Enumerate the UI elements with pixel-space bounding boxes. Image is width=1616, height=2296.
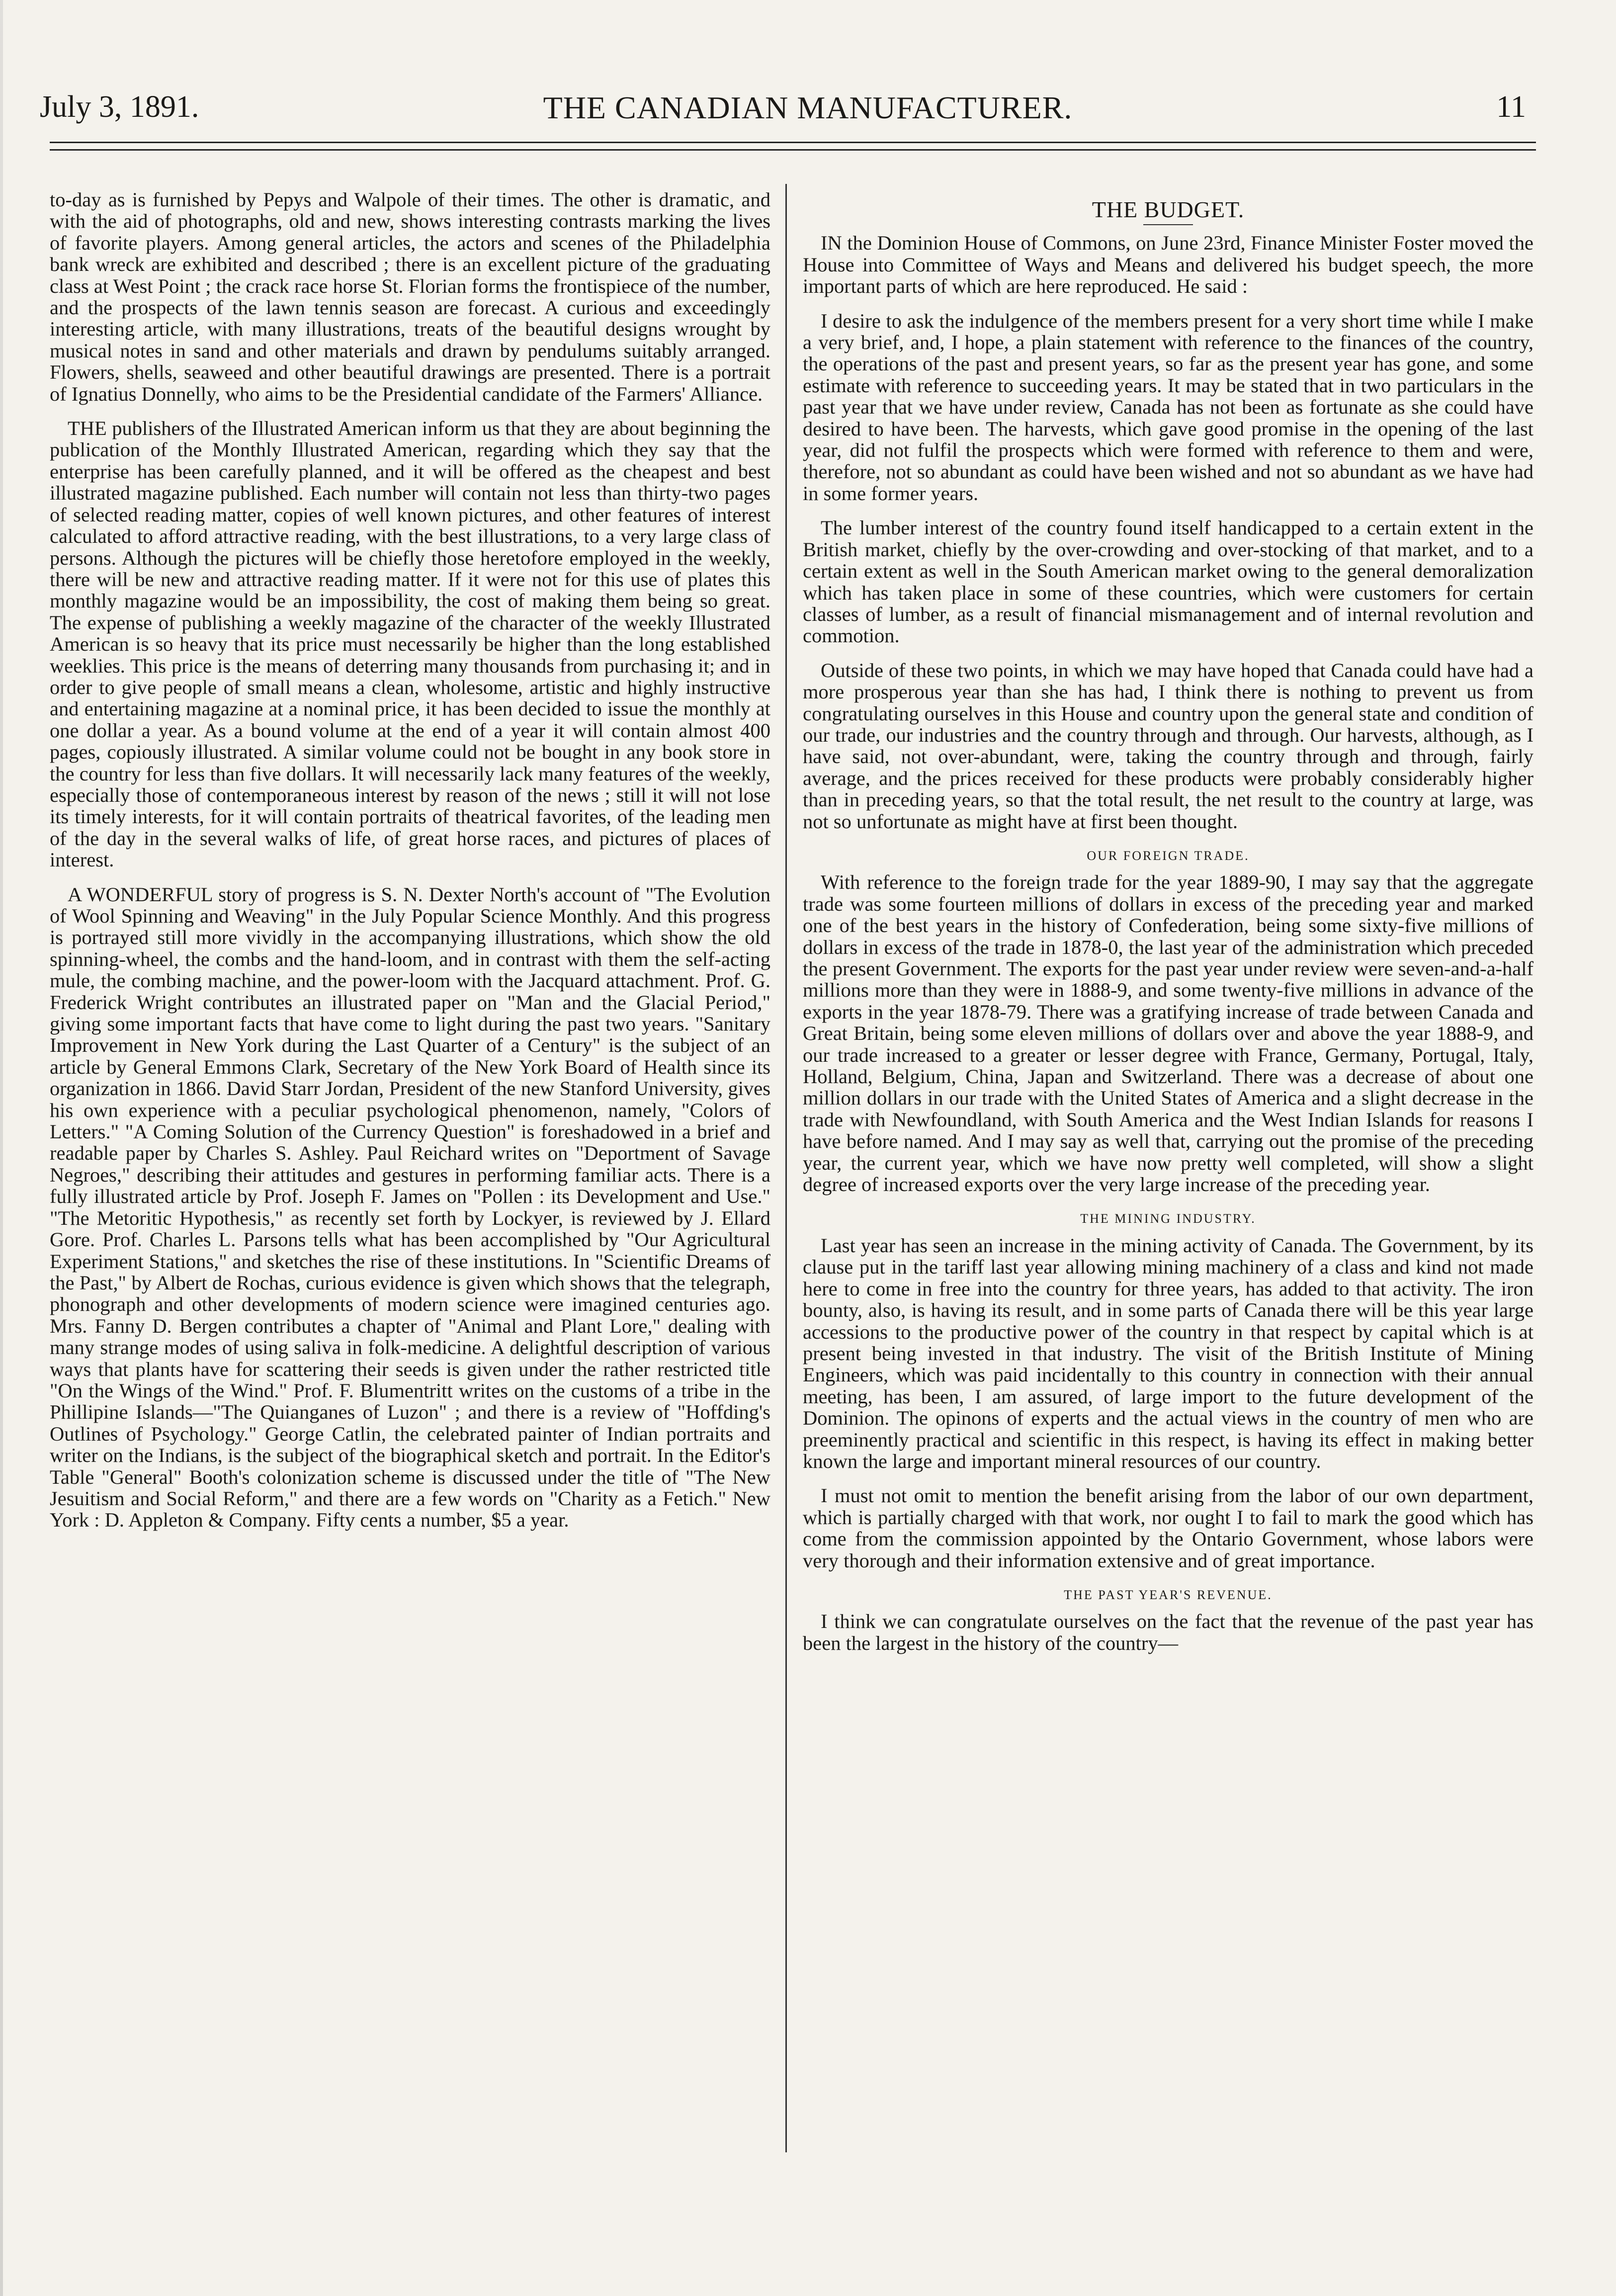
right-paragraph-5: With reference to the foreign trade for the year 1889-90, I may say that the aggregate trade was some fourteen millions of dollars in excess of the preceding year and marked one of the best years in the history of Confederation, being some sixty-five millions of dollars in excess of the trade in 1878-0, the last year of the administration which preceded the present Government. The exports for the past year under review were seven-and-a-half millions more than they were in 1888-9, and some twenty-five millions in advance of the exports in the year 1878-79. There was a gratifying increase of trade between Canada and Great Britain, being some eleven millions of dollars over and above the year 1888-9, and our trade increased to a greater or lesser degree with France, Germany, Portugal, Italy, Holland, Belgium, China, Japan and Switzerland. There was a decrease of about one million dollars in our trade with the United States of America and a slight decrease in the trade with Newfoundland, with South America and the West Indian Islands for reasons I have before named. And I may say as well that, carrying out the promise of the preceding year, the current year, which we have now pretty well completed, will show a slight degree of increased exports over the very large increase of the preceding year. <box>803 871 1533 1196</box>
column-divider <box>785 184 787 2152</box>
left-column <box>50 189 770 1544</box>
page-edge <box>0 0 3 2296</box>
issue-date: July 3, 1891. <box>40 90 199 124</box>
right-column <box>803 189 1533 1667</box>
article-heading: THE BUDGET. <box>1092 197 1245 222</box>
right-paragraph-7: I must not omit to mention the benefit arising from the labor of our own department, which is partially charged with that work, nor ought I to fail to mark the good which has come from the commission appointed by the Ontario Government, whose labors were very thorough and their information extensive and of great importance. <box>803 1484 1533 1572</box>
right-paragraph-2: I desire to ask the indulgence of the members present for a very short time while I make a very brief, and, I hope, a plain statement with reference to the finances of the country, the operations of the past and present years, so far as the present year has gone, and some estimate with reference to succeeding years. It may be stated that in two particulars in the past year that we have under review, Canada has not been as fortunate as she could have desired to have been. The harvests, which gave good promise in the opening of the last year, did not fulfil the prospects which were formed with reference to them and were, therefore, not so abundant as could have been wished and not so abundant as we have had in some former years. <box>803 309 1533 505</box>
page-number: 11 <box>1496 90 1526 124</box>
right-paragraph-8: I think we can congratulate ourselves on the fact that the revenue of the past year has been the largest in the history of the country— <box>803 1610 1533 1654</box>
subheading-mining-industry: THE MINING INDUSTRY. <box>1080 1211 1256 1226</box>
masthead <box>35 75 1581 134</box>
subheading-foreign-trade: OUR FOREIGN TRADE. <box>1087 848 1250 863</box>
heading-rule <box>1143 224 1193 225</box>
left-paragraph-3: A WONDERFUL story of progress is S. N. Dexter North's account of "The Evolution of Wool Spinning and Weaving" in the July Popular Science Monthly. And this progress is portrayed still more vividly in the accompanying illustrations, which show the old spinning-wheel, the combs and the hand-loom, and in contrast with them the self-acting mule, the combing machine, and the power-loom with the Jacquard attachment. Prof. G. Frederick Wright contributes an illustrated paper on "Man and the Glacial Period," giving some important facts that have come to light during the past two years. "Sanitary Improvement in New York during the Last Quarter of a Century" is the subject of an article by General Emmons Clark, Secretary of the New York Board of Health since its organization in 1866. David Starr Jordan, President of the new Stanford University, gives his own experience with a peculiar psychological phenomenon, namely, "Colors of Letters." "A Coming Solution of the Currency Question" is foreshadowed in a brief and readable paper by Charles S. Ashley. Paul Reichard writes on "Deportment of Savage Negroes," describing their attitudes and gestures in performing familiar acts. There is a fully illustrated article by Prof. Joseph F. James on "Pollen : its Development and Use." "The Metoritic Hypothesis," as recently set forth by Lockyer, is reviewed by J. Ellard Gore. Prof. Charles L. Parsons tells what has been accomplished by "Our Agricultural Experiment Stations," and sketches the rise of these institutions. In "Scientific Dreams of the Past," by Albert de Rochas, curious evidence is given which shows that the telegraph, phonograph and other developments of modern science were imagined centuries ago. Mrs. Fanny D. Bergen contributes a chapter of "Animal and Plant Lore," dealing with many strange modes of using saliva in folk-medicine. A delightful description of various ways that plants have for scattering their seeds is given under the rather restricted title "On the Wings of the Wind." Prof. F. Blumentritt writes on the customs of a tribe in the Phillipine Islands—"The Quianganes of Luzon" ; and there is a review of "Hoffding's Outlines of Psychology." George Catlin, the celebrated painter of Indian portraits and writer on the Indians, is the subject of the biographical sketch and portrait. In the Editor's Table "General" Booth's colonization scheme is discussed under the title of "The New Jesuitism and Social Reform," and there are a few words on "Charity as a Fetich." New York : D. Appleton & Company. Fifty cents a number, $5 a year. <box>50 883 770 1531</box>
publication-title: THE CANADIAN MANUFACTURER. <box>543 90 1073 125</box>
newspaper-page <box>35 0 1581 2296</box>
right-paragraph-1: IN the Dominion House of Commons, on June 23rd, Finance Minister Foster moved the House into Committee of Ways and Means and delivered his budget speech, the more important parts of which are here reproduced. He said : <box>803 232 1533 298</box>
right-paragraph-4: Outside of these two points, in which we may have hoped that Canada could have had a more prosperous year than she has had, I think there is nothing to prevent us from congratulating ourselves in this House and country upon the general state and condition of our trade, our industries and the country through and through. Our harvests, although, as I have said, not over-abundant, were, taking the country through and through, fairly average, and the prices received for these products were probably considerably higher than in preceding years, so that the total result, the net result to the country at large, was not so unfortunate as might have at first been thought. <box>803 659 1533 833</box>
right-paragraph-6: Last year has seen an increase in the mining activity of Canada. The Government, by its clause put in the tariff last year allowing mining machinery of a class and kind not made here to come in free into the country for three years, has added to that activity. The iron bounty, also, is having its result, and in some parts of Canada there will be this year large accessions to the productive power of the country in that respect by capital which is at present being invested in that industry. The visit of the British Institute of Mining Engineers, which was paid incidentally to this country in connection with their annual meeting, has been, I am assured, of large import to the future development of the Dominion. The opinons of experts and the actual views in the country of men who are preeminently practical and scientific in this respect, is having its effect in making better known the large and important mineral resources of our country. <box>803 1234 1533 1472</box>
masthead-rule <box>50 142 1536 151</box>
subheading-past-years-revenue: THE PAST YEAR'S REVENUE. <box>1064 1587 1273 1602</box>
right-paragraph-3: The lumber interest of the country found itself handicapped to a certain extent in the British market, chiefly by the over-crowding and over-stocking of that market, and to a certain extent as well in the South American market owing to the general demoralization which has taken place in some of these countries, which were customers for certain classes of lumber, as a result of financial mismanagement and of internal revolution and commotion. <box>803 516 1533 647</box>
left-paragraph-1: to-day as is furnished by Pepys and Walpole of their times. The other is dramatic, and with the aid of photographs, old and new, shows interesting contrasts marking the lives of favorite players. Among general articles, the actors and scenes of the Philadelphia bank wreck are exhibited and described ; there is an excellent picture of the graduating class at West Point ; the crack race horse St. Florian forms the frontispiece of the number, and the prospects of the lawn tennis season are forecast. A curious and exceedingly interesting article, with many illustrations, treats of the beautiful designs wrought by musical notes in sand and other materials and drawn by pendulums suitably arranged. Flowers, shells, seaweed and other beautiful drawings are presented. There is a portrait of Ignatius Donnelly, who aims to be the Presidential candidate of the Farmers' Alliance. <box>50 188 770 405</box>
left-paragraph-2: THE publishers of the Illustrated American inform us that they are about beginning the publication of the Monthly Illustrated American, regarding which they say that the enterprise has been carefully planned, and it will be offered as the cheapest and best illustrated magazine published. Each number will contain not less than thirty-two pages of selected reading matter, copies of well known pictures, and other features of interest calculated to afford attractive reading, with the best illustrations, to a very large class of persons. Although the pictures will be chiefly those heretofore employed in the weekly, there will be new and attractive reading matter. If it were not for this use of plates this monthly magazine would be an impossibility, the cost of making them being so great. The expense of publishing a weekly magazine of the character of the weekly Illustrated American is so heavy that its price must necessarily be higher than the long established weeklies. This price is the means of deterring many thousands from purchasing it; and in order to give people of small means a clean, wholesome, artistic and highly instructive and entertaining magazine at a nominal price, it has been decided to issue the monthly at one dollar a year. As a bound volume at the end of a year it will contain almost 400 pages, copiously illustrated. A similar volume could not be bought in any book store in the country for less than five dollars. It will necessarily lack many features of the weekly, especially those of contemporaneous interest by reason of the news ; still it will not lose its timely interests, for it will contain portraits of theatrical favorites, of the leading men of the day in the several walks of life, of great horse races, and pictures of places of interest. <box>50 417 770 871</box>
